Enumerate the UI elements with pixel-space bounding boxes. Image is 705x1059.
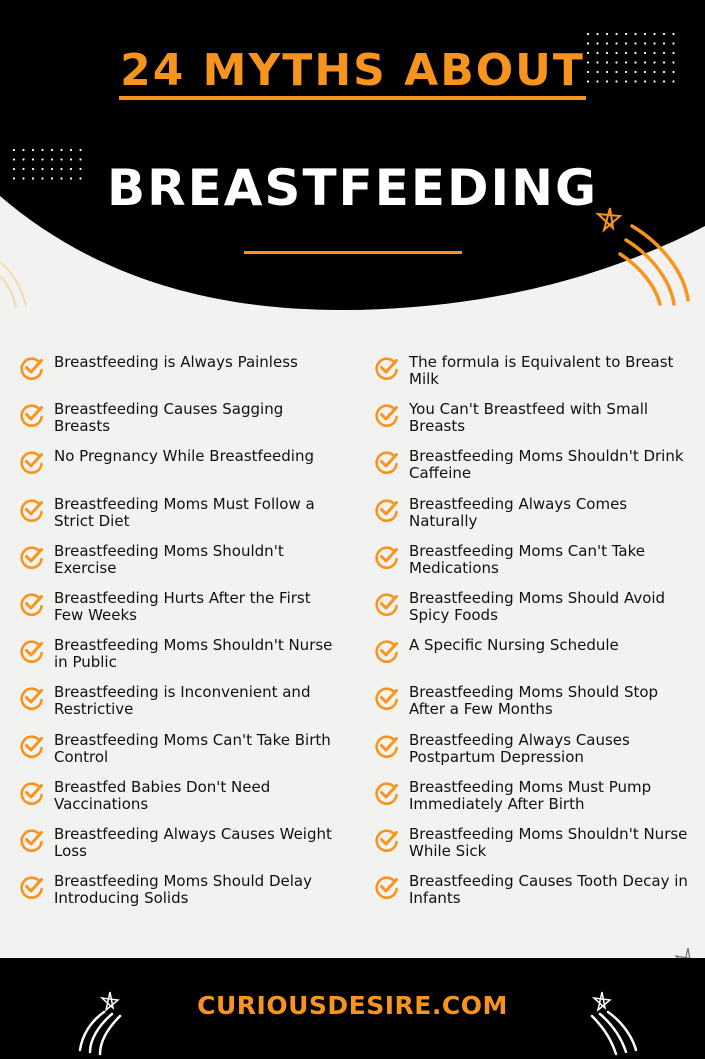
list-item [20,543,340,590]
list-item [375,496,690,543]
check-circle-icon [375,686,399,710]
check-circle-icon [20,592,44,616]
list-item [375,637,690,684]
check-circle-icon [375,592,399,616]
check-circle-icon [20,686,44,710]
check-circle-icon [375,734,399,758]
list-item-text: You Can't Breastfeed with Small Breasts [409,400,649,436]
check-circle-icon [375,781,399,805]
check-circle-icon [375,403,399,427]
list-item [375,779,690,826]
list-item [375,448,690,495]
list-item [375,826,690,873]
check-circle-icon [20,403,44,427]
list-item [375,590,690,637]
list-item-text: The formula is Equivalent to Breast Milk [409,353,674,388]
check-circle-icon [375,498,399,522]
list-item [20,873,340,920]
list-item-text: Breastfeeding Moms Shouldn't Nurse in Public [54,636,333,672]
list-item [20,496,340,543]
list-item [375,354,690,401]
check-circle-icon [20,545,44,569]
check-circle-icon [375,356,399,380]
title-line-2: BREASTFEEDING [106,159,599,217]
check-circle-icon [20,734,44,758]
check-circle-icon [375,875,399,899]
list-item-text: Breastfed Babies Don't Need Vaccinations [54,777,271,813]
list-item [20,590,340,637]
list-item-text: Breastfeeding Causes Tooth Decay in Infants [409,872,688,908]
list-item-text: Breastfeeding is Always Painless [54,353,298,371]
list-item-text: Breastfeeding Moms Can't Take Medications [409,541,645,577]
list-item [20,354,340,401]
myths-list-left [20,354,340,920]
list-item [20,637,340,684]
check-circle-icon [375,828,399,852]
check-circle-icon [20,498,44,522]
list-item-text: Breastfeeding Moms Shouldn't Nurse While Sick [409,824,688,860]
check-circle-icon [20,781,44,805]
title-text-1: 24 MYTHS ABOUT [119,46,586,100]
list-item-text: Breastfeeding Causes Sagging Breasts [54,400,284,436]
list-item-text: Breastfeeding Always Comes Naturally [409,494,628,530]
title-line-1 [0,46,705,100]
list-item-text: Breastfeeding Moms Must Pump Immediately After Birth [409,777,652,813]
title-divider [244,251,462,254]
list-item-text: No Pregnancy While Breastfeeding [54,447,315,466]
list-item-text: Breastfeeding Hurts After the First Few Weeks [54,588,311,624]
check-circle-icon [20,828,44,852]
list-item [375,732,690,779]
list-item-text: Breastfeeding is Inconvenient and Restrictive [54,683,311,719]
check-circle-icon [20,356,44,380]
list-item-text: Breastfeeding Moms Should Stop After a Few Months [409,683,659,719]
check-circle-icon [375,545,399,569]
list-item-text: Breastfeeding Moms Should Avoid Spicy Foods [409,588,666,624]
check-circle-icon [20,639,44,663]
list-item-text: Breastfeeding Moms Can't Take Birth Control [54,730,331,766]
list-item [375,401,690,448]
list-item [375,543,690,590]
list-item [20,448,340,495]
list-item-text: Breastfeeding Moms Shouldn't Drink Caffeine [409,447,684,483]
list-item-text: Breastfeeding Moms Must Follow a Strict Diet [54,494,315,530]
list-item-text: Breastfeeding Moms Should Delay Introducing Solids [54,872,312,908]
list-item [20,684,340,731]
myths-list-right [375,354,690,920]
list-item-text: Breastfeeding Always Causes Weight Loss [54,824,332,860]
list-item-text: Breastfeeding Always Causes Postpartum Depression [409,730,630,766]
list-item [20,401,340,448]
list-item-text: A Specific Nursing Schedule [409,636,619,655]
check-circle-icon [375,639,399,663]
list-item [20,826,340,873]
list-item [375,684,690,731]
check-circle-icon [20,875,44,899]
list-item [20,732,340,779]
footer-site: CURIOUSDESIRE.COM [197,991,508,1020]
list-item [20,779,340,826]
check-circle-icon [20,450,44,474]
check-circle-icon [375,450,399,474]
list-item [375,873,690,920]
list-item-text: Breastfeeding Moms Shouldn't Exercise [54,541,284,577]
